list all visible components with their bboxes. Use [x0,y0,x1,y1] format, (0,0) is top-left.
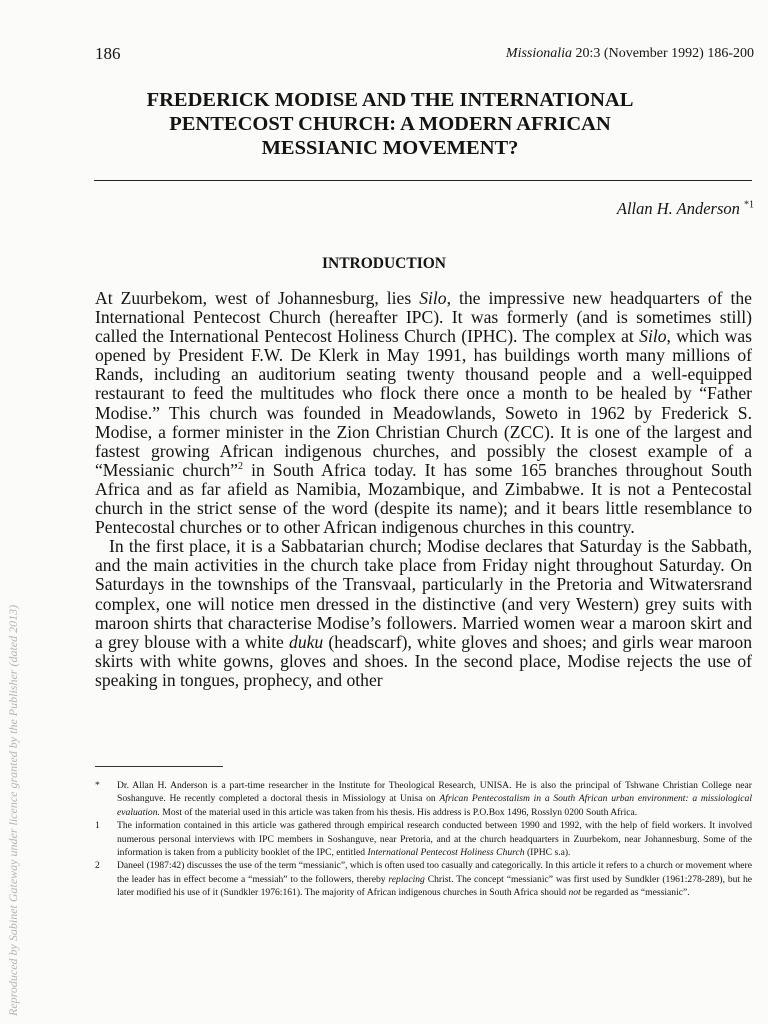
journal-citation [506,46,754,62]
journal-name: Missionalia [505,46,573,61]
footnotes [95,779,752,900]
italic-term: Silo [419,288,447,308]
italic-term: Silo [639,326,667,347]
footnote: * Dr. Allan H. Anderson is a part-time researcher in the Institute for Theological Research, UNISA. He is also the principal of Tshwane Christian College near Soshanguve. He recently completed a doctoral thesis in Missiology at Unisa on African Pentecostalism in a South African urban environment: a missiological evaluation. Most of the material used in this article was taken from his thesis. His address is P.O.Box 1496, Rosslyn 0200 South Africa. [95,780,752,818]
title-line: PENTECOST CHURCH: A MODERN AFRICAN [169,113,611,135]
title-line: MESSIANIC MOVEMENT? [261,137,519,159]
body-text [95,289,752,690]
article-title [100,88,680,160]
footnote-marker: 1 [95,820,100,832]
author-byline [617,199,754,219]
paragraph: At Zuurbekom, west of Johannesburg, lies Silo, the impressive new headquarters of the International Pentecost Church (hereafter IPC). It was formerly (and is sometimes still) called the International Pentecost Holiness Church (IPHC). The complex at Silo, which was opened by President F.W. De Klerk in May 1991, has buildings worth many millions of Rands, including an auditorium seating twenty thousand people and a well-equipped restaurant to feed the multitudes who flock there once a month to be healed by “Father Modise.” This church was founded in Meadowlands, Soweto in 1962 by Frederick S. Modise, a former minister in the Zion Christian Church (ZCC). It is one of the largest and fastest growing African indigenous churches, and possibly the closest example of a “Messianic church”$^2$ in South Africa today. It has some 165 branches throughout South Africa and as far afield as Namibia, Mozambique, and Zimbabwe. It is not a Pentecostal church in the strict sense of the word (despite its name); and it bears little resemblance to Pentecostal churches or to other African indigenous churches in this country. [95,288,752,538]
page-number: 186 [95,44,121,63]
footnote-reference: 2 [237,460,243,472]
author-name: Allan H. Anderson [616,199,740,218]
footnote-marker: 2 [95,860,100,872]
footnote-divider [95,766,223,767]
footnote-marker: * [95,780,100,791]
section-heading: INTRODUCTION [321,255,446,272]
italic-term: duku [289,631,324,652]
footnote: 1 The information contained in this article was gathered through empirical research conducted between 1990 and 1992, with the help of field workers. It involved numerous personal interviews with IPC members in Soshanguve, near Pretoria, and at the church headquarters in Zuurbekom, near Johannesburg. Some of the information is taken from a publicity booklet of the IPC, entitled International Pentecost Holiness Church (IPHC s.a). [95,820,752,859]
paragraph: In the first place, it is a Sabbatarian church; Modise declares that Saturday is the Sabbath, and the main activities in the church take place from Friday night throughout Saturday. On Saturdays in the townships of the Transvaal, particularly in the Pretoria and Witwatersrand complex, one will notice men dressed in the distinctive (and very Western) grey suits with maroon shirts that characterise Modise’s followers. Married women wear a maroon skirt and a grey blouse with a white duku (headscarf), white gloves and shoes; and girls wear maroon skirts with white gowns, gloves and shoes. In the second place, Modise rejects the use of speaking in tongues, prophecy, and other [95,536,752,690]
footnote: 2 Daneel (1987:42) discusses the use of the term “messianic”, which is often used too casually and categorically. In this article it refers to a church or movement where the leader has in effect become a “messiah” to the followers, thereby replacing Christ. The concept “messianic” was first used by Sundkler (1961:278-289), but he later modified his use of it (Sundkler 1976:161). The majority of African indigenous churches in South Africa should not be regarded as “messianic”. [95,860,753,899]
author-footnote-marks: *1 [744,199,754,211]
journal-issue-details: 20:3 (November 1992) 186-200 [575,46,754,61]
title-line: FREDERICK MODISE AND THE INTERNATIONAL [146,89,634,111]
title-divider [94,180,752,181]
reproduction-watermark: Reproduced by Sabinet Gateway under licence granted by the Publisher (dated 2013) [6,604,20,1016]
